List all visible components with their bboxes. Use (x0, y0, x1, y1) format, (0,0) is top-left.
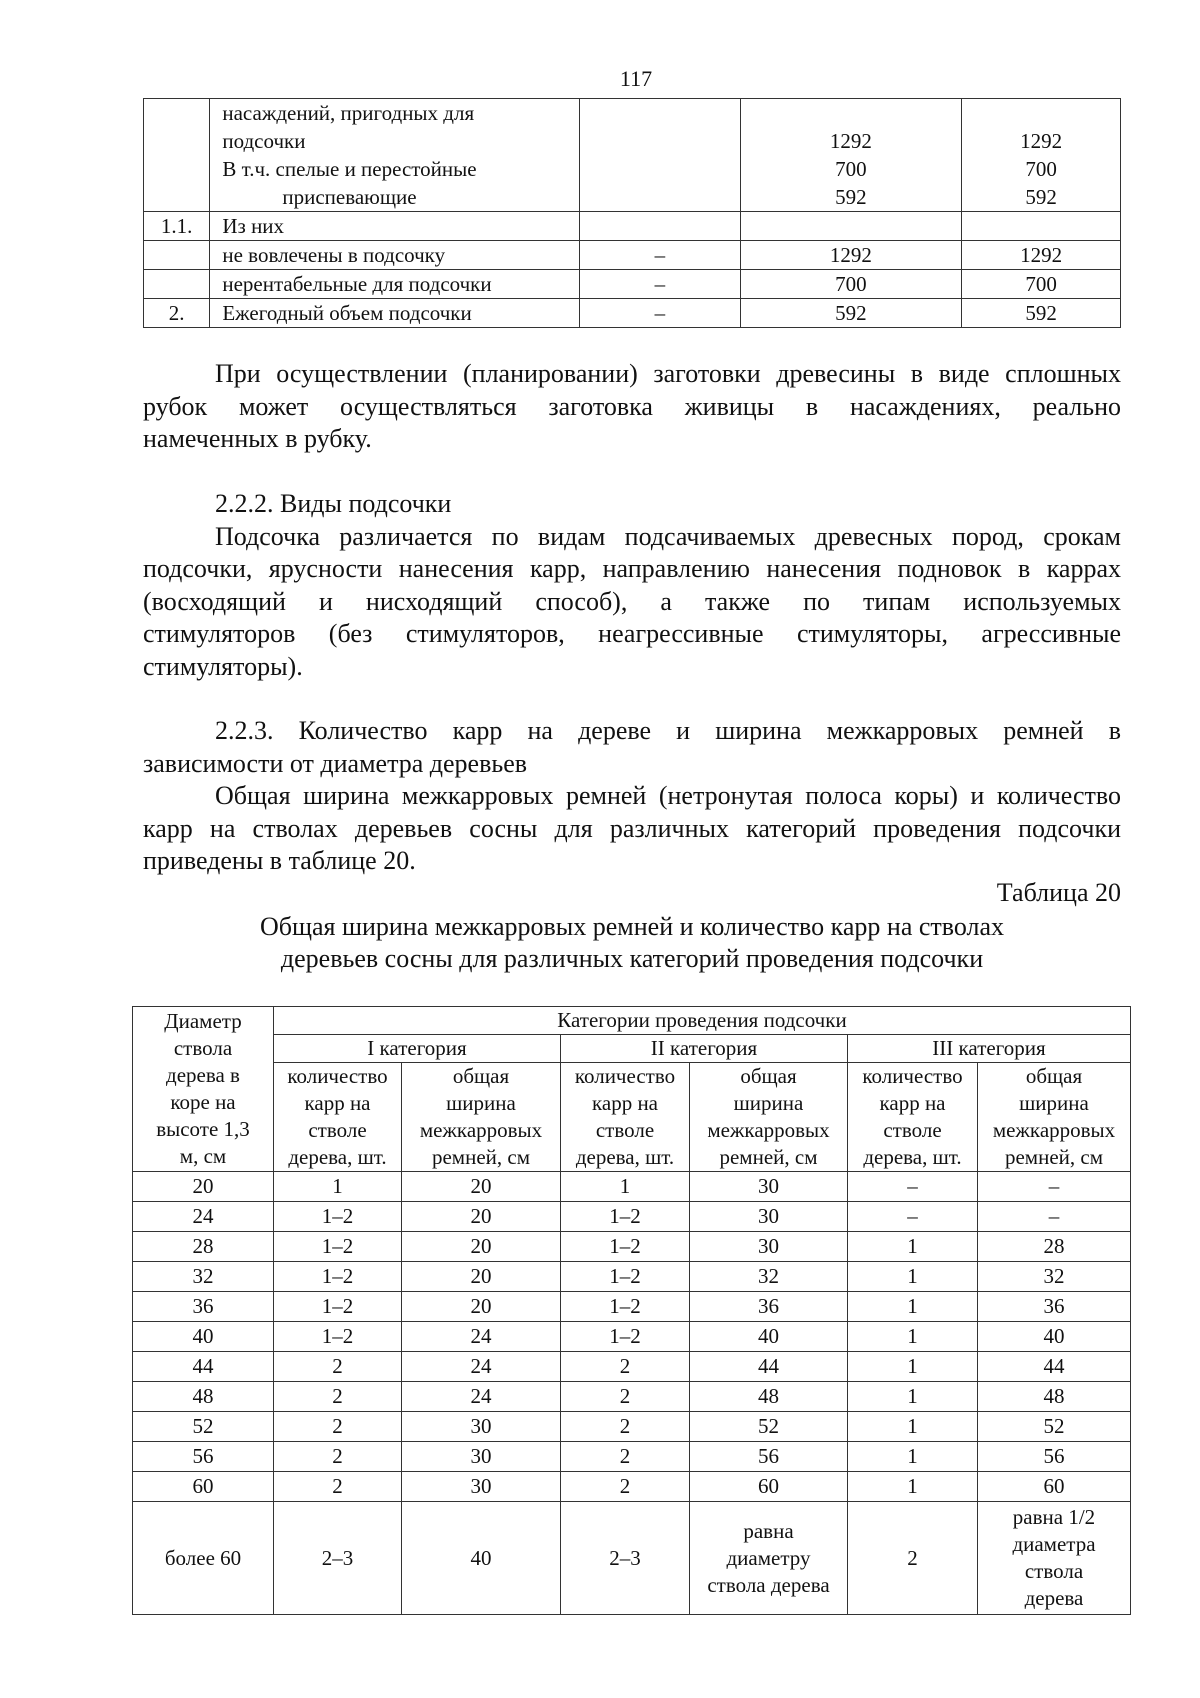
table-cell: – (848, 1202, 978, 1232)
table-cell: 20 (402, 1232, 561, 1262)
header-width: общая ширина межкарровых ремней, см (402, 1063, 561, 1172)
header-categories: Категории проведения подсочки (274, 1007, 1131, 1035)
header-count: количество карр на стволе дерева, шт. (848, 1063, 978, 1172)
table-cell: 40 (690, 1322, 848, 1352)
table-cell (144, 270, 210, 299)
table-cell (210, 99, 580, 212)
header-count: количество карр на стволе дерева, шт. (561, 1063, 690, 1172)
table-row (133, 1292, 1131, 1322)
table-row (144, 299, 1121, 328)
table-row (144, 270, 1121, 299)
value: 592 (835, 185, 867, 209)
table-cell: 52 (690, 1412, 848, 1442)
paragraph-line: карр на стволах деревьев сосны для различных категорий проведения подсочки (143, 813, 1121, 843)
table-cell: 32 (133, 1262, 274, 1292)
row-name-line: подсочки (222, 129, 306, 153)
table-cell: 2 (561, 1412, 690, 1442)
paragraph-line: намеченных в рубку. (143, 424, 372, 453)
table-cell: 1–2 (274, 1202, 402, 1232)
row-name-line: В т.ч. спелые и перестойные (222, 157, 477, 181)
value: 700 (835, 157, 867, 181)
paragraph-line: При осуществлении (планировании) заготовки древесины в виде сплошных (215, 359, 1121, 388)
table-cell: 52 (133, 1412, 274, 1442)
header-category-2: II категория (561, 1035, 848, 1063)
table-cell: 36 (978, 1292, 1131, 1322)
table-cell: 2. (144, 299, 210, 328)
table-header-row (133, 1035, 1131, 1063)
section-222 (143, 488, 1121, 683)
table-cell: 1–2 (561, 1232, 690, 1262)
table-cell: 56 (133, 1442, 274, 1472)
table-cell: 20 (402, 1262, 561, 1292)
table-cell: 1 (848, 1292, 978, 1322)
paragraph-line: стимуляторов (без стимуляторов, неагрессивные стимуляторы, агрессивные (143, 619, 1121, 648)
section-heading: зависимости от диаметра деревьев (143, 748, 528, 778)
table-cell: 60 (690, 1472, 848, 1502)
table-cell: 1–2 (561, 1322, 690, 1352)
table-cell: 1 (848, 1262, 978, 1292)
header-width: общая ширина межкарровых ремней, см (690, 1063, 848, 1172)
table-cell: 2–3 (561, 1502, 690, 1615)
header-line: Диаметр (164, 1009, 242, 1033)
table-cell: 700 (962, 270, 1121, 299)
paragraph-line: рубок может осуществляться заготовка живицы в насаждениях, реально (143, 391, 1121, 421)
table-cell: 2 (274, 1472, 402, 1502)
table-cell: – (580, 270, 740, 299)
header-line: высоте 1,3 (156, 1117, 250, 1141)
header-line: м, см (179, 1144, 227, 1168)
table-cell: 1292 (740, 241, 962, 270)
table-cell: 2–3 (274, 1502, 402, 1615)
section-heading: 2.2.3. Количество карр на дереве и ширина межкарровых ремней в (215, 716, 1121, 745)
table-cell: – (978, 1172, 1131, 1202)
table-20 (132, 1006, 1131, 1615)
table-row (133, 1442, 1131, 1472)
header-category-3: III категория (848, 1035, 1131, 1063)
table-cell: 30 (402, 1412, 561, 1442)
table-row (133, 1472, 1131, 1502)
table-cell (144, 99, 210, 212)
table-cell: 48 (978, 1382, 1131, 1412)
paragraph-line: стимуляторы). (143, 651, 303, 681)
table-cell: 30 (402, 1442, 561, 1472)
table-header-row (133, 1007, 1131, 1035)
table-cell: 20 (402, 1292, 561, 1322)
table-row (133, 1202, 1131, 1232)
table-cell: 2 (274, 1382, 402, 1412)
table-title-line: деревьев сосны для различных категорий проведения подсочки (280, 944, 984, 973)
table-label: Таблица 20 (996, 878, 1121, 907)
table-cell: 2 (561, 1352, 690, 1382)
paragraph (143, 358, 1121, 456)
table-cell (580, 99, 740, 212)
table-cell: нерентабельные для подсочки (210, 270, 580, 299)
table-cell: 1–2 (561, 1292, 690, 1322)
table-cell: 40 (133, 1322, 274, 1352)
table-cell: 1–2 (274, 1322, 402, 1352)
table-cell: 592 (740, 299, 962, 328)
table-cell: 44 (978, 1352, 1131, 1382)
table-row (133, 1322, 1131, 1352)
table-cell: 60 (978, 1472, 1131, 1502)
table-cell: 1–2 (274, 1262, 402, 1292)
table-cell: 36 (133, 1292, 274, 1322)
table-cell: 28 (978, 1232, 1131, 1262)
table-cell: равна 1/2 диаметра ствола дерева (978, 1502, 1131, 1615)
table-row (133, 1382, 1131, 1412)
table-row (133, 1232, 1131, 1262)
value: 1292 (829, 129, 872, 153)
table-cell: 2 (561, 1472, 690, 1502)
table-row (144, 99, 1121, 212)
table-cell (144, 241, 210, 270)
table-cell: 1–2 (274, 1292, 402, 1322)
table-cell: не вовлечены в подсочку (210, 241, 580, 270)
header-line: ствола (173, 1036, 233, 1060)
table-cell: 592 (962, 299, 1121, 328)
value: 1292 (1020, 129, 1063, 153)
table-cell: более 60 (133, 1502, 274, 1615)
table-row (133, 1502, 1131, 1615)
table-cell: 28 (133, 1232, 274, 1262)
table-cell: Из них (210, 212, 580, 241)
header-line: коре на (170, 1090, 236, 1114)
header-line: дерева в (166, 1063, 240, 1087)
table-cell: 1–2 (561, 1202, 690, 1232)
table-cell: 60 (133, 1472, 274, 1502)
table-row (133, 1412, 1131, 1442)
table-cell: 1292 (962, 241, 1121, 270)
table-cell: 40 (978, 1322, 1131, 1352)
table-cell: 1 (848, 1442, 978, 1472)
table-header-row (133, 1063, 1131, 1172)
table-cell: – (580, 299, 740, 328)
table-cell: 40 (402, 1502, 561, 1615)
table-cell: равна диаметру ствола дерева (690, 1502, 848, 1615)
table-row (144, 241, 1121, 270)
table-title-line: Общая ширина межкарровых ремней и количество карр на стволах (259, 912, 1005, 941)
paragraph-line: подсочки, ярусности нанесения карр, направлению нанесения подновок в каррах (143, 554, 1121, 583)
table-cell: 30 (690, 1172, 848, 1202)
table-cell (580, 212, 740, 241)
paragraph-line: приведены в таблице 20. (143, 846, 416, 875)
section-heading: 2.2.2. Виды подсочки (215, 489, 452, 518)
table-cell: 2 (274, 1442, 402, 1472)
header-count: количество карр на стволе дерева, шт. (274, 1063, 402, 1172)
table-cell: 44 (133, 1352, 274, 1382)
table-cell: 2 (274, 1412, 402, 1442)
table-cell: 20 (133, 1172, 274, 1202)
table-cell: 24 (402, 1382, 561, 1412)
table-cell: 1 (848, 1352, 978, 1382)
paragraph-line: Общая ширина межкарровых ремней (нетронутая полоса коры) и количество (215, 781, 1121, 810)
table-cell: 48 (133, 1382, 274, 1412)
table-cell: 30 (690, 1202, 848, 1232)
table-cell: Ежегодный объем подсочки (210, 299, 580, 328)
table-title (143, 911, 1121, 975)
table-cell: 1 (561, 1172, 690, 1202)
table-cell: 1 (848, 1322, 978, 1352)
table-cell: 44 (690, 1352, 848, 1382)
value: 700 (1025, 157, 1057, 181)
table-cell: 2 (274, 1352, 402, 1382)
table-row (133, 1352, 1131, 1382)
table-cell: 1 (848, 1382, 978, 1412)
table-row (133, 1262, 1131, 1292)
table-cell: 2 (561, 1382, 690, 1412)
table-cell: – (848, 1172, 978, 1202)
table-cell: 20 (402, 1172, 561, 1202)
table-cell: 36 (690, 1292, 848, 1322)
paragraph-line: Подсочка различается по видам подсачиваемых древесных пород, срокам (215, 521, 1121, 551)
section-223 (143, 715, 1121, 878)
row-name-line: насаждений, пригодных для (222, 101, 475, 125)
table-cell: 48 (690, 1382, 848, 1412)
table-cell: – (978, 1202, 1131, 1232)
table-cell: 56 (978, 1442, 1131, 1472)
table-cell: 1–2 (561, 1262, 690, 1292)
table-cell: 2 (561, 1442, 690, 1472)
table-cell (962, 212, 1121, 241)
table-row (144, 212, 1121, 241)
header-category-1: I категория (274, 1035, 561, 1063)
paragraph-line: (восходящий и нисходящий способ), а также по типам используемых (143, 586, 1121, 616)
value: 592 (1025, 185, 1057, 209)
table-cell: 20 (402, 1202, 561, 1232)
table-cell (962, 99, 1121, 212)
row-name-line: приспевающие (282, 185, 417, 209)
table-row (133, 1172, 1131, 1202)
table-cell: 2 (848, 1502, 978, 1615)
table-cell: 1 (274, 1172, 402, 1202)
table-cell: 24 (402, 1322, 561, 1352)
table-cell: 32 (690, 1262, 848, 1292)
top-table (143, 98, 1121, 328)
table-cell: 30 (690, 1232, 848, 1262)
table-cell: 24 (133, 1202, 274, 1232)
table-cell: 700 (740, 270, 962, 299)
table-cell: 1 (848, 1472, 978, 1502)
table-cell (740, 99, 962, 212)
table-cell: 24 (402, 1352, 561, 1382)
header-width: общая ширина межкарровых ремней, см (978, 1063, 1131, 1172)
page-number: 117 (619, 66, 653, 91)
table-cell: 1.1. (144, 212, 210, 241)
header-diameter (133, 1007, 274, 1172)
table-cell: 1 (848, 1412, 978, 1442)
table-cell (740, 212, 962, 241)
table-cell: 56 (690, 1442, 848, 1472)
table-cell: 52 (978, 1412, 1131, 1442)
table-cell: 30 (402, 1472, 561, 1502)
table-cell: – (580, 241, 740, 270)
table-cell: 1 (848, 1232, 978, 1262)
table-cell: 1–2 (274, 1232, 402, 1262)
table-cell: 32 (978, 1262, 1131, 1292)
